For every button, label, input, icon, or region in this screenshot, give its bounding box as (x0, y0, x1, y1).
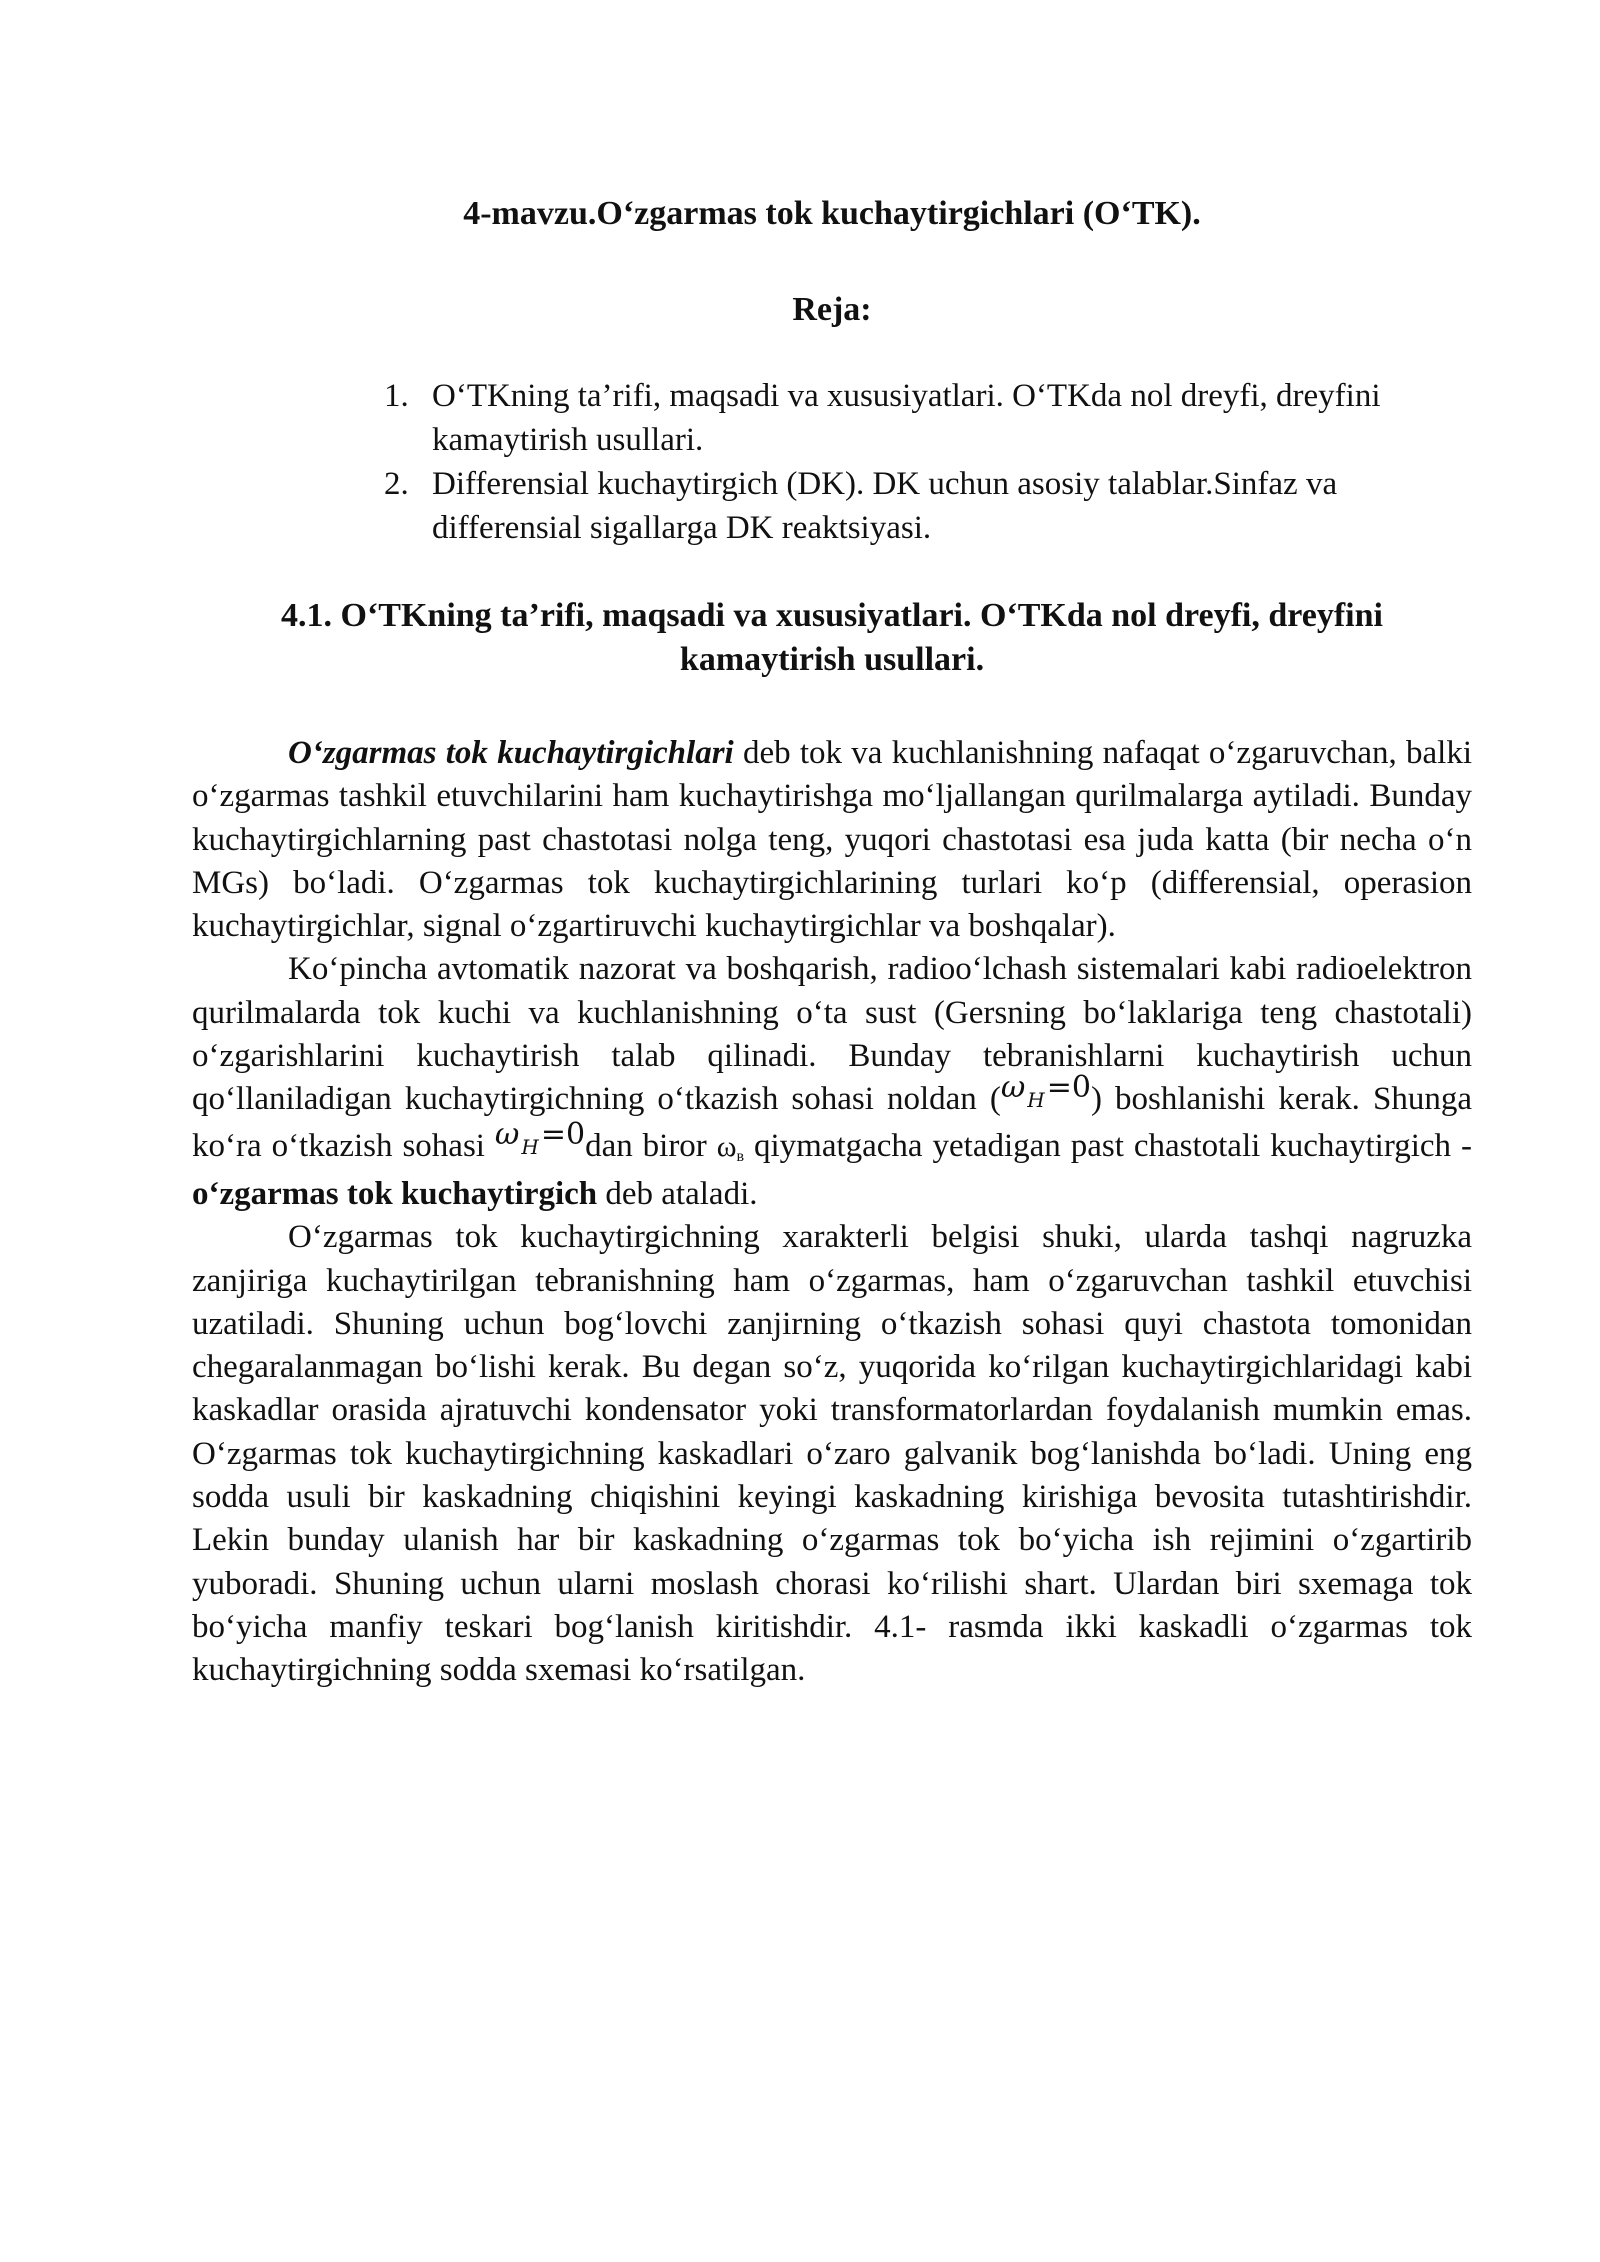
formula-equals-zero: =0 (540, 1116, 586, 1152)
plan-item-2 (384, 462, 1442, 550)
body-text (192, 732, 1472, 1693)
formula-equals-zero: =0 (1046, 1070, 1091, 1106)
section-heading: 4.1. O‘TKning ta’rifi, maqsadi va xususiyatlari. O‘TKda nol dreyfi, dreyfini kamaytirish usullari. (281, 597, 1383, 678)
paragraph-2 (192, 948, 1472, 1216)
omega-subscript: H (1027, 1088, 1045, 1113)
document-page (192, 190, 1472, 1693)
paragraph-text: qiymatgacha yetadigan past chastotali kuchaytirgich - (744, 1127, 1472, 1164)
paragraph-text: ) boshlanishi kerak. Shunga ko‘ra o‘tkazish sohasi (192, 1081, 1472, 1164)
paragraph-3: O‘zgarmas tok kuchaytirgichning xarakterli belgisi shuki, ularda tashqi nagruzka zanjiriga kuchaytirilgan tebranishning ham o‘zgarmas, ham o‘zgaruvchan tashkil etuvchisi uzatiladi. Shuning uchun bog‘lovchi zanjirning o‘tkazish sohasi quyi chastota tomonidan chegaralanmagan bo‘lishi kerak. Bu degan so‘z, yuqorida ko‘rilgan kuchaytirgichlaridagi kabi kaskadlar orasida ajratuvchi kondensator yoki transformatorlardan foydalanish mumkin emas. O‘zgarmas tok kuchaytirgichning kaskadlari o‘zaro galvanik bog‘lanishda bo‘ladi. Uning eng sodda usuli bir kaskadning chiqishini keyingi kaskadning kirishiga bevosita tutashtirishdir. Lekin bunday ulanish har bir kaskadning o‘zgarmas tok bo‘yicha ish rejimini o‘zgartirib yuboradi. Shuning uchun ularni moslash chorasi ko‘rilishi shart. Ulardan biri sxemaga tok bo‘yicha manfiy teskari bog‘lanish kiritishdir. 4.1- rasmda ikki kaskadli o‘zgarmas tok kuchaytirgichning sodda sxemasi ko‘rsatilgan. (192, 1219, 1472, 1689)
omega-symbol: ω (716, 1129, 737, 1163)
omega-symbol: ω (494, 1116, 520, 1152)
plan-item-number: 1. (384, 378, 409, 414)
omega-subscript: в (736, 1147, 745, 1165)
omega-h-formula (1000, 1070, 1091, 1113)
plan-heading: Reja: (792, 291, 872, 328)
document-title: 4-mavzu.O‘zgarmas tok kuchaytirgichlari (O‘TK). (463, 195, 1201, 232)
paragraph-text: deb tok va kuchlanishning nafaqat o‘zgaruvchan, balki o‘zgarmas tashkil etuvchilarini ham kuchaytirishga mo‘ljallangan qurilmalarga aytiladi. Bunday kuchaytirgichlarning past chastotasi nolga teng, yuqori chastotasi esa juda katta (bir necha o‘n MGs) bo‘ladi. O‘zgarmas tok kuchaytirgichlarining turlari ko‘p (differensial, operasion kuchaytirgichlar, signal o‘zgartiruvchi kuchaytirgichlar va boshqalar). (192, 735, 1472, 945)
omega-b-formula (717, 1130, 744, 1163)
plan-list (192, 374, 1472, 550)
paragraph-text: deb ataladi. (597, 1175, 758, 1212)
plan-item-text: Differensial kuchaytirgich (DK). DK uchun asosiy talablar.Sinfaz va differensial sigallarga DK reaktsiyasi. (432, 466, 1338, 546)
defined-term: O‘zgarmas tok kuchaytirgichlari (288, 735, 734, 771)
defined-term: o‘zgarmas tok kuchaytirgich (192, 1175, 598, 1212)
paragraph-1 (192, 732, 1472, 948)
paragraph-text: dan biror (585, 1127, 717, 1164)
plan-item-text: O‘TKning ta’rifi, maqsadi va xususiyatlari. O‘TKda nol dreyfi, dreyfini kamaytirish usullari. (432, 378, 1381, 458)
plan-item-1 (384, 374, 1442, 462)
omega-symbol: ω (1000, 1070, 1026, 1106)
paragraph-text: Ko‘pincha avtomatik nazorat va boshqarish, radioo‘lchash sistemalari kabi radioelektron qurilmalarda tok kuchi va kuchlanishning o‘ta sust (Gersning bo‘laklariga teng chastotali) o‘zgarishlarini kuchaytirish talab qilinadi. Bunday tebranishlarni kuchaytirish uchun qo‘llaniladigan kuchaytirgichning o‘tkazish sohasi noldan ( (192, 951, 1472, 1118)
omega-subscript: H (521, 1134, 539, 1159)
omega-h-formula (494, 1116, 586, 1159)
plan-item-number: 2. (384, 466, 409, 502)
